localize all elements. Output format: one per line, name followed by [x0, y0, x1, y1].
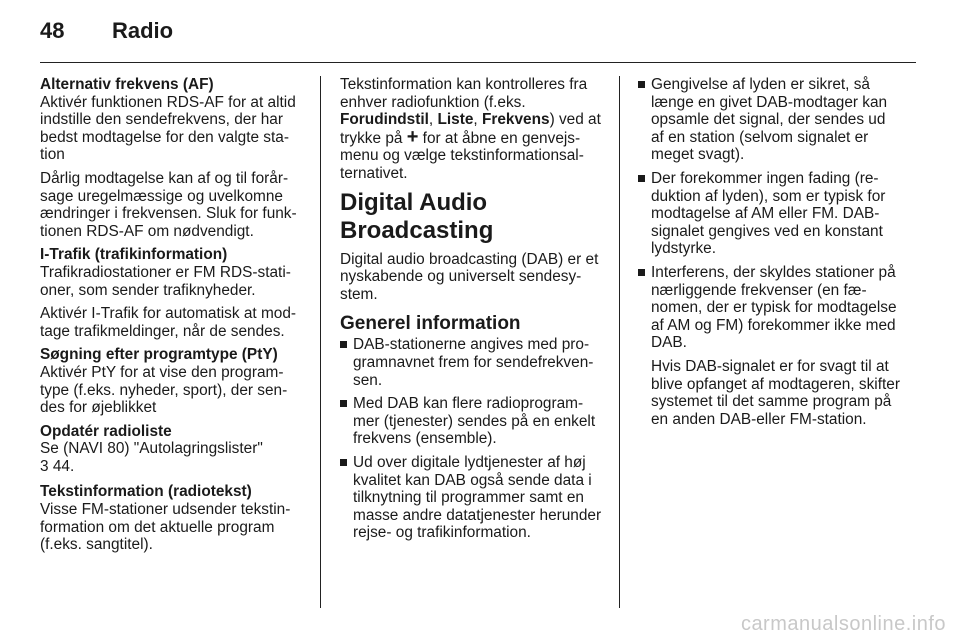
option-forudindstil: Forudindstil	[340, 111, 429, 129]
dab-paragraph: Digital audio broadcasting (DAB) er et nyskabende og universelt sendesystem.	[340, 250, 599, 303]
af-heading: Alternativ frekvens (AF)	[40, 76, 214, 93]
radiotext-instruction: ) ved at trykke på	[340, 111, 601, 147]
radiotext-heading: Tekstinformation (radiotekst)	[40, 483, 252, 501]
list-item	[638, 264, 902, 428]
update-list-heading: Opdatér radioliste	[40, 422, 172, 440]
pty-paragraph: Aktivér PtY for at vise den programtype (f.eks. nyheder, sport), der sendes for øjeblikket	[40, 363, 288, 417]
column-divider-1	[320, 76, 321, 608]
general-info-list	[340, 336, 604, 542]
bullet-square-icon	[340, 341, 347, 348]
traffic-paragraph-2: Aktivér I-Trafik for automatisk at modtage trafikmeldinger, når de sendes.	[40, 305, 297, 340]
list-item-text: Ud over digitale lydtjenester af høj kvalitet kan DAB også sende data i tilknytning til programmer samt en masse andre datatjenester herunder rejse- og trafikinformation.	[353, 453, 602, 542]
page-ref-number[interactable]: 44.	[52, 457, 75, 475]
update-list-text: Se (NAVI 80) "Autolagringslister"	[40, 440, 263, 458]
dab-benefits-list	[638, 76, 902, 428]
list-item	[638, 76, 902, 164]
separator: ,	[428, 111, 438, 129]
general-info-heading: Generel information	[340, 313, 521, 335]
list-item	[340, 395, 604, 448]
plus-icon: +	[406, 125, 419, 148]
page-title: Radio	[112, 18, 174, 43]
radiotext-options-paragraph	[340, 76, 604, 183]
column-divider-2	[619, 76, 620, 608]
pty-heading: Søgning efter programtype (PtY)	[40, 346, 278, 364]
list-item	[340, 454, 604, 542]
list-item-text: Interferens, der skyldes stationer på nærliggende frekvenser (en fænomen, der er typisk for modtagelse af AM og FM) forekommer ikke med DAB.	[651, 263, 897, 352]
column-1	[40, 76, 303, 560]
header-rule	[40, 62, 916, 63]
column-3	[638, 76, 902, 434]
radiotext-intro: Tekstinformation kan kontrolleres fra enhver radiofunktion (f.eks.	[340, 76, 588, 111]
radiotext-paragraph: Visse FM-stationer udsender tekstinformation om det aktuelle program (f.eks. sangtitel).	[40, 501, 291, 554]
option-frekvens: Frekvens	[481, 111, 550, 129]
bullet-square-icon	[638, 175, 645, 182]
watermark: carmanualsonline.info	[740, 613, 946, 635]
list-item	[638, 170, 902, 258]
af-paragraph-1: Aktivér funktionen RDS-AF for at altid indstille den sendefrekvens, der har bedst modtagelse for den valgte station	[40, 93, 296, 164]
traffic-paragraph-1: Trafikradiostationer er FM RDS-stationer, som sender trafiknyheder.	[40, 263, 291, 299]
page-number: 48	[40, 18, 65, 43]
bullet-square-icon	[638, 269, 645, 276]
list-item	[340, 336, 604, 389]
radiotext-instruction-end: for at åbne en genvejsmenu og vælge tekstinformationsalternativet.	[340, 129, 584, 182]
bullet-square-icon	[638, 81, 645, 88]
update-list-paragraph	[40, 440, 303, 475]
list-item-text: Der forekommer ingen fading (reduktion af lyden), som er typisk for modtagelse af AM eller FM. DAB-signalet gengives ved en konstant lydstyrke.	[651, 169, 886, 258]
bullet-square-icon	[340, 459, 347, 466]
list-item-text: DAB-stationerne angives med programnavnet frem for sendefrekvensen.	[353, 336, 594, 389]
column-2	[340, 76, 604, 548]
bullet-square-icon	[340, 400, 347, 407]
list-item-text: Gengivelse af lyden er sikret, så længe en givet DAB-modtager kan opsamle det signal, der sendes ud af en station (selvom signalet er meget svagt).	[651, 76, 888, 164]
list-item-continuation: Hvis DAB-signalet er for svagt til at blive opfanget af modtageren, skifter systemet til det samme program på en anden DAB-eller FM-station.	[651, 357, 900, 428]
dab-heading: Digital Audio Broadcasting	[340, 188, 494, 244]
page-ref-arrow-icon: 3	[40, 457, 49, 475]
option-liste: Liste	[437, 111, 474, 129]
separator: ,	[473, 111, 482, 129]
list-item-text: Med DAB kan flere radioprogrammer (tjenester) sendes på en enkelt frekvens (ensemble).	[353, 395, 596, 448]
traffic-heading: I-Trafik (trafikinformation)	[40, 246, 228, 264]
af-paragraph-2: Dårlig modtagelse kan af og til forårsage uregelmæssige og uvelkomne ændringer i frekvensen. Sluk for funktionen RDS-AF om nødvendigt.	[40, 169, 297, 240]
